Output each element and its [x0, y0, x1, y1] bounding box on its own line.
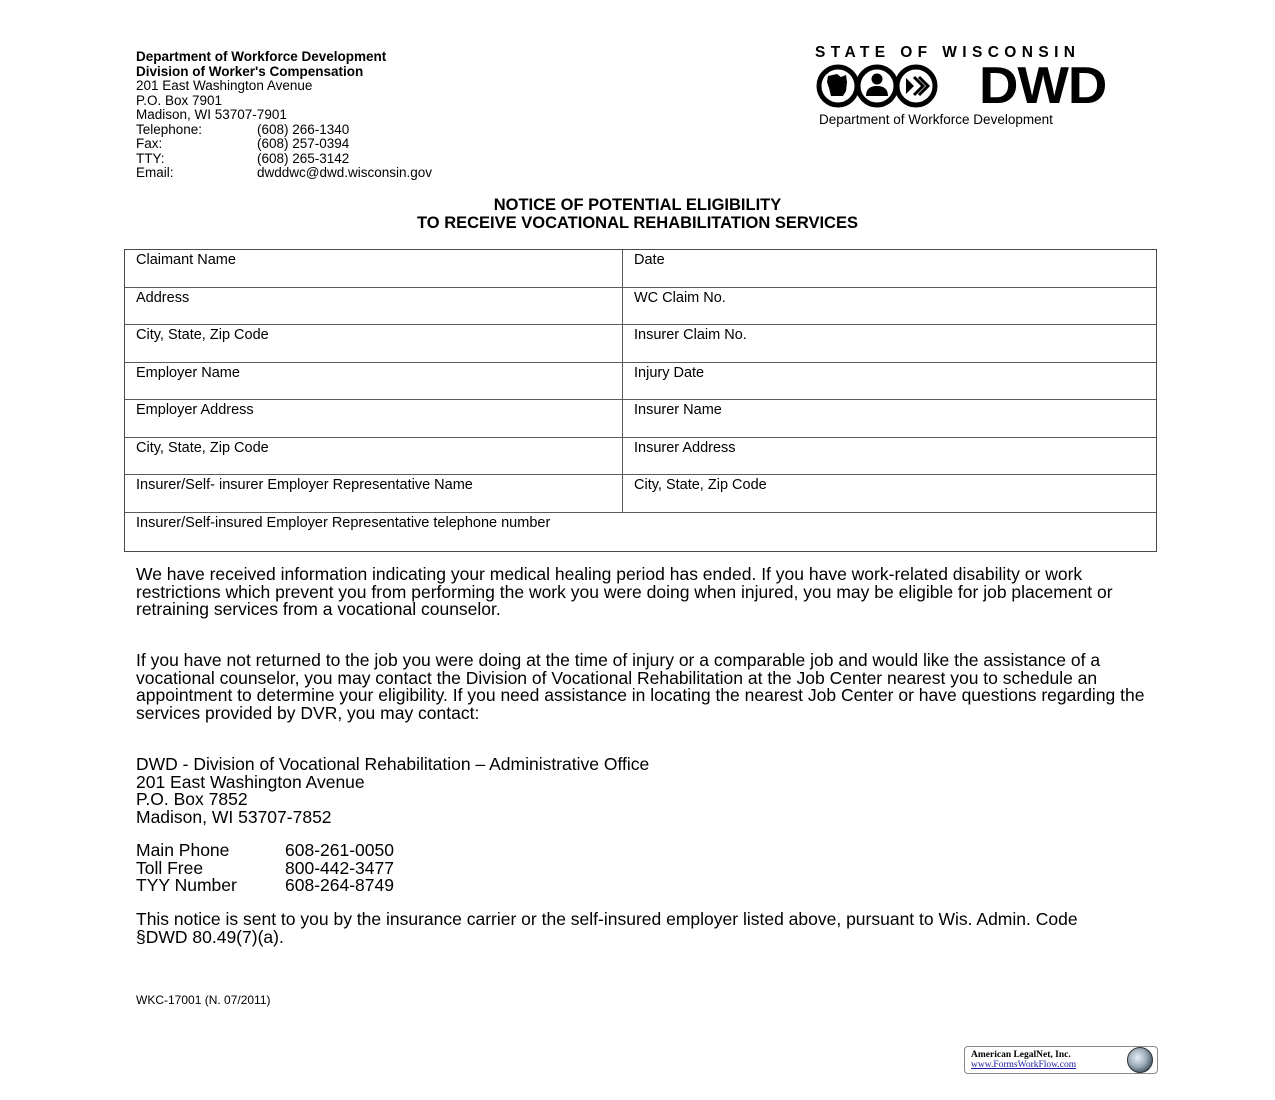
phone-toll-free: Toll Free 800-442-3477: [136, 857, 394, 878]
logo-acronym: DWD: [979, 57, 1107, 115]
form-row: [125, 475, 1156, 513]
form-row: [125, 513, 1156, 551]
division-name: Division of Worker's Compensation: [136, 63, 364, 79]
form-row: [125, 325, 1156, 363]
address-field[interactable]: Address: [125, 288, 623, 325]
wisconsin-map-icon: [827, 74, 847, 96]
insurer-city-state-zip-field[interactable]: City, State, Zip Code: [634, 477, 767, 493]
paragraph-contact-instructions: If you have not returned to the job you were doing at the time of injury or a comparable job and would like the assistance of a vocational counselor, you may contact the Division of Vocational Rehabilitation at the Job Center nearest you to schedule an appointment to determine your eligibility. If you need assistance in locating the nearest Job Center or have questions regarding the services provided by DVR, you may contact:: [136, 650, 1145, 723]
badge-url-link[interactable]: www.FormsWorkFlow.com: [971, 1060, 1077, 1070]
dvr-po-box: P.O. Box 7852: [136, 789, 248, 810]
american-legalnet-badge[interactable]: [964, 1046, 1158, 1074]
badge-company-name: American LegalNet, Inc.: [971, 1050, 1071, 1060]
agency-address-block: [136, 50, 432, 181]
dwd-logo: [815, 44, 1145, 127]
representative-telephone-field[interactable]: Insurer/Self-insured Employer Representative telephone number: [136, 514, 551, 531]
paragraph-eligibility: We have received information indicating your medical healing period has ended. If you have work-related disability or work restrictions which prevent you from performing the work you were doing when injured, you may be eligible for job placement or retraining services from a vocational counselor.: [136, 564, 1113, 620]
insurer-name-field[interactable]: Insurer Name: [634, 402, 722, 418]
street-address: 201 East Washington Avenue: [136, 78, 313, 93]
contact-email: Email: dwddwc@dwd.wisconsin.gov: [136, 165, 433, 180]
phone-main: Main Phone 608-261-0050: [136, 840, 394, 860]
contact-fax: Fax: (608) 257-0394: [136, 136, 350, 151]
representative-name-field[interactable]: Insurer/Self- insurer Employer Representative Name: [125, 475, 623, 512]
phone-tty: TYY Number 608-264-8749: [136, 875, 394, 896]
logo-circles-icon: [815, 64, 975, 108]
fast-forward-icon: [906, 77, 928, 95]
claimant-city-state-zip-field[interactable]: City, State, Zip Code: [125, 325, 623, 362]
logo-state-text: STATE OF WISCONSIN: [815, 44, 1081, 61]
page-title: NOTICE OF POTENTIAL ELIGIBILITY TO RECEIVE VOCATIONAL REHABILITATION SERVICES: [417, 196, 858, 232]
form-row: [125, 400, 1156, 438]
employer-name-field[interactable]: Employer Name: [125, 363, 623, 400]
claim-info-form: [124, 249, 1157, 552]
person-icon: [866, 74, 888, 97]
form-row: [125, 438, 1156, 476]
contact-telephone: Telephone: (608) 266-1340: [136, 121, 350, 137]
wc-claim-no-field[interactable]: WC Claim No.: [634, 289, 726, 306]
dvr-address-block: [136, 756, 649, 826]
dvr-phone-list: [136, 842, 394, 895]
logo-department: Department of Workforce Development: [819, 112, 1053, 127]
city-state-zip: Madison, WI 53707-7901: [136, 107, 287, 122]
org-name: Department of Workforce Development: [136, 49, 387, 64]
form-row: [125, 250, 1156, 288]
employer-address-field[interactable]: Employer Address: [125, 400, 623, 437]
insurer-address-field[interactable]: Insurer Address: [634, 439, 736, 456]
logo-mark: [815, 57, 1145, 115]
date-field[interactable]: Date: [634, 252, 665, 268]
claimant-name-field[interactable]: Claimant Name: [125, 250, 623, 287]
insurer-claim-no-field[interactable]: Insurer Claim No.: [634, 327, 747, 343]
contact-tty: TTY: (608) 265-3142: [136, 150, 350, 166]
injury-date-field[interactable]: Injury Date: [634, 364, 705, 381]
employer-city-state-zip-field[interactable]: City, State, Zip Code: [125, 438, 623, 475]
po-box: P.O. Box 7901: [136, 92, 223, 108]
globe-icon: [1127, 1047, 1153, 1073]
paragraph-closing: This notice is sent to you by the insurance carrier or the self-insured employer listed above, pursuant to Wis. Admin. Code §DWD 80.49(7)(a).: [136, 909, 1078, 947]
form-row: [125, 288, 1156, 326]
form-number: WKC-17001 (N. 07/2011): [136, 993, 271, 1007]
dvr-street: 201 East Washington Avenue: [136, 771, 365, 792]
form-row: [125, 363, 1156, 401]
dvr-office-name: DWD - Division of Vocational Rehabilitation – Administrative Office: [136, 754, 650, 774]
dvr-city-state-zip: Madison, WI 53707-7852: [136, 806, 332, 827]
